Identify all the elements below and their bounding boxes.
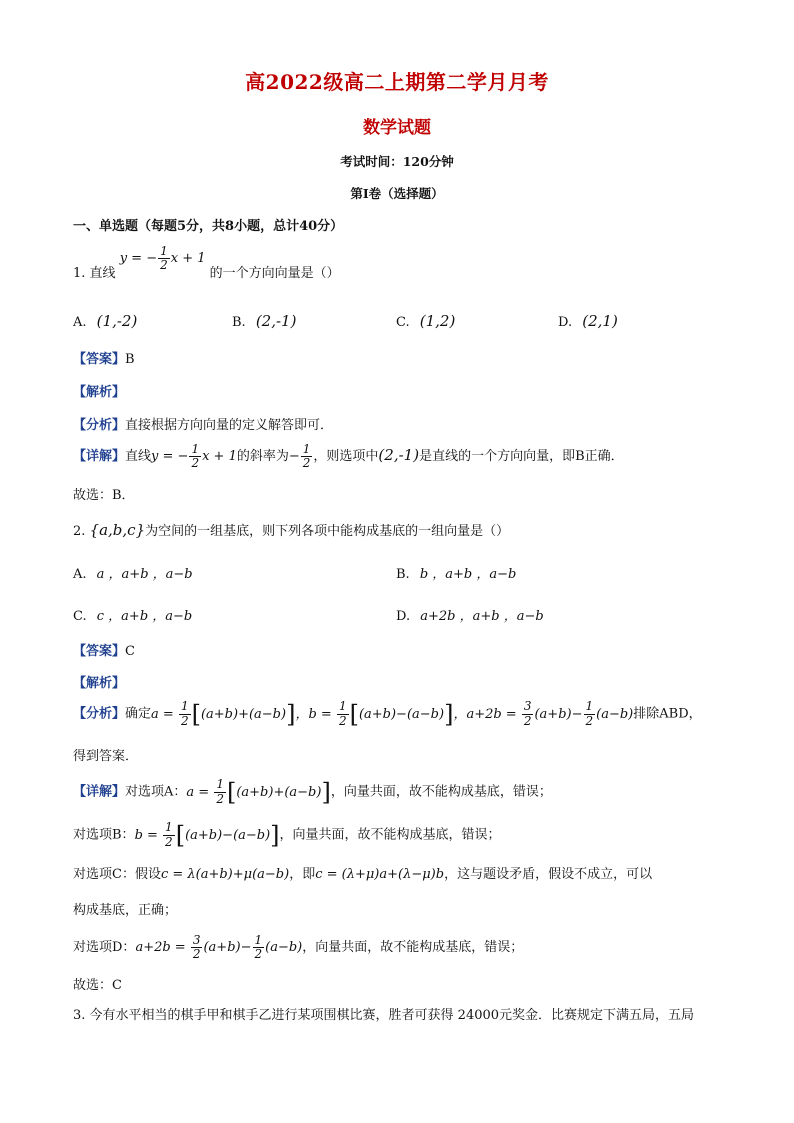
q1-stem-tail: 的一个方向向量是（）: [209, 266, 340, 281]
page-title: 高2022级高二上期第二学月月考: [245, 70, 549, 94]
q2-xiangjie-d: [73, 934, 523, 961]
xiangjie-text-a: 直线: [125, 449, 152, 465]
fenxi-tag: 【分析】: [73, 418, 126, 433]
fenxi-text-b: 排除ABD，: [633, 706, 702, 722]
fenxi-text: 直接根据方向向量的定义解答即可．: [125, 418, 334, 433]
slope-value: − $\frac{1}{2}$: [288, 442, 311, 471]
q2-xiangjie-a: [73, 778, 552, 806]
q1-conclusion: 故选：B．: [73, 488, 135, 503]
q2-option-c[interactable]: [73, 605, 192, 624]
opt-a-suffix: ，向量共面，故不能构成基底，错误；: [330, 784, 552, 800]
q1-number: 1. 直线: [73, 266, 116, 281]
q1-equation: y = − $\frac{1}{2}$ x + 1: [119, 243, 206, 272]
opt-b-formula: b = $\frac{1}{2}$ [(a+b)−(a−b)]: [134, 820, 280, 849]
xiangjie-equation: y = − $\frac{1}{2}$ x + 1: [151, 442, 237, 471]
opt-d-formula: a+2b = $\frac{3}{2}$ (a+b)− $\frac{1}{2}$ (a−b): [135, 933, 303, 962]
q2-option-a[interactable]: [73, 563, 193, 582]
option-value: a ，a+b ，a−b: [96, 567, 193, 582]
option-label: B.: [396, 567, 410, 582]
question-2-stem: [73, 520, 509, 539]
option-label: C.: [73, 609, 87, 624]
q2-option-d[interactable]: [396, 605, 544, 624]
option-value: (1,-2): [96, 312, 138, 330]
answer-value: B: [125, 352, 135, 367]
option-label: D.: [558, 315, 573, 330]
xiangjie-text-b: 的斜率为: [236, 449, 289, 465]
xiangjie-tag: 【详解】: [73, 784, 126, 800]
xiangjie-tag: 【详解】: [73, 449, 126, 465]
answer-tag: 【答案】: [73, 352, 126, 367]
option-label: D.: [396, 609, 411, 624]
q2-fenxi-cont: 得到答案．: [73, 749, 139, 764]
q2-number: 2.: [73, 524, 86, 539]
q1-option-d[interactable]: [558, 312, 618, 330]
xiangjie-text-c: ，则选项中: [313, 449, 379, 465]
opt-c-formula-2: c = (λ+μ)a+(λ−μ)b: [315, 867, 445, 882]
opt-b-prefix: 对选项B：: [73, 827, 135, 843]
q2-answer: [73, 640, 135, 659]
answer-tag: 【答案】: [73, 644, 126, 659]
option-value: c ，a+b ，a−b: [96, 609, 193, 624]
exam-time: 考试时间：120分钟: [340, 154, 454, 169]
answer-value: C: [125, 644, 135, 659]
option-value: a+2b ，a+b ，a−b: [420, 609, 544, 624]
question-1-stem: [73, 243, 340, 281]
q1-fenxi: [73, 414, 333, 433]
q1-answer: [73, 348, 135, 367]
option-label: B.: [232, 315, 246, 330]
fenxi-formula: a = $\frac{1}{2}$ [(a+b)+(a−b)]，b = $\frac{1}{2}$ [(a+b)−(a−b)]，a+2b = $\frac{3}{2}$ (a+b)− $\frac{1}{2}$ (a−b): [151, 699, 634, 728]
option-label: A.: [73, 567, 87, 582]
question-3-stem: 3. 今有水平相当的棋手甲和棋手乙进行某项围棋比赛，胜者可获得 24000元奖金．比赛规定下满五局，五局: [73, 1008, 695, 1023]
q1-option-a[interactable]: [73, 312, 137, 330]
q1-analysis-tag: 【解析】: [73, 385, 126, 400]
option-value: (1,2): [419, 312, 456, 330]
q2-option-b[interactable]: [396, 563, 516, 582]
option-label: C.: [396, 315, 410, 330]
fenxi-text-a: 确定: [125, 706, 152, 722]
opt-c-mid: ，即: [289, 867, 316, 882]
opt-d-suffix: ，向量共面，故不能构成基底，错误；: [302, 940, 524, 956]
q1-option-b[interactable]: [232, 312, 296, 330]
q1-option-c[interactable]: [396, 312, 455, 330]
opt-b-suffix: ，向量共面，故不能构成基底，错误；: [279, 827, 501, 843]
opt-a-formula: a = $\frac{1}{2}$ [(a+b)+(a−b)]: [186, 777, 331, 806]
opt-c-prefix: 对选项C：假设: [73, 867, 161, 882]
volume-label: 第I卷（选择题）: [350, 186, 444, 201]
direction-vector: (2,-1): [378, 446, 420, 465]
option-value: b ，a+b ，a−b: [419, 567, 517, 582]
section-heading: 一、单选题（每题5分，共8小题，总计40分）: [73, 219, 344, 234]
q2-conclusion: 故选：C: [73, 978, 122, 993]
opt-d-prefix: 对选项D：: [73, 940, 136, 956]
q2-xiangjie-c-cont: 构成基底，正确；: [73, 903, 178, 918]
q2-analysis-tag: 【解析】: [73, 676, 126, 691]
opt-a-prefix: 对选项A：: [125, 784, 187, 800]
q2-fenxi: [73, 700, 702, 728]
option-label: A.: [73, 315, 87, 330]
q1-xiangjie: [73, 443, 624, 470]
q2-stem-tail: 为空间的一组基底，则下列各项中能构成基底的一组向量是（）: [145, 524, 510, 539]
q2-xiangjie-c: [73, 863, 652, 882]
xiangjie-text-d: 是直线的一个方向向量，即B正确．: [419, 449, 624, 465]
q2-basis-set: {a,b,c}: [89, 521, 146, 539]
option-value: (2,1): [582, 312, 618, 330]
q2-xiangjie-b: [73, 821, 501, 849]
opt-c-formula-1: c = λ(a+b)+μ(a−b): [160, 867, 290, 882]
fenxi-tag: 【分析】: [73, 706, 126, 722]
option-value: (2,-1): [255, 312, 297, 330]
page-subtitle: 数学试题: [363, 118, 431, 138]
opt-c-suffix: ，这与题设矛盾，假设不成立，可以: [444, 867, 653, 882]
